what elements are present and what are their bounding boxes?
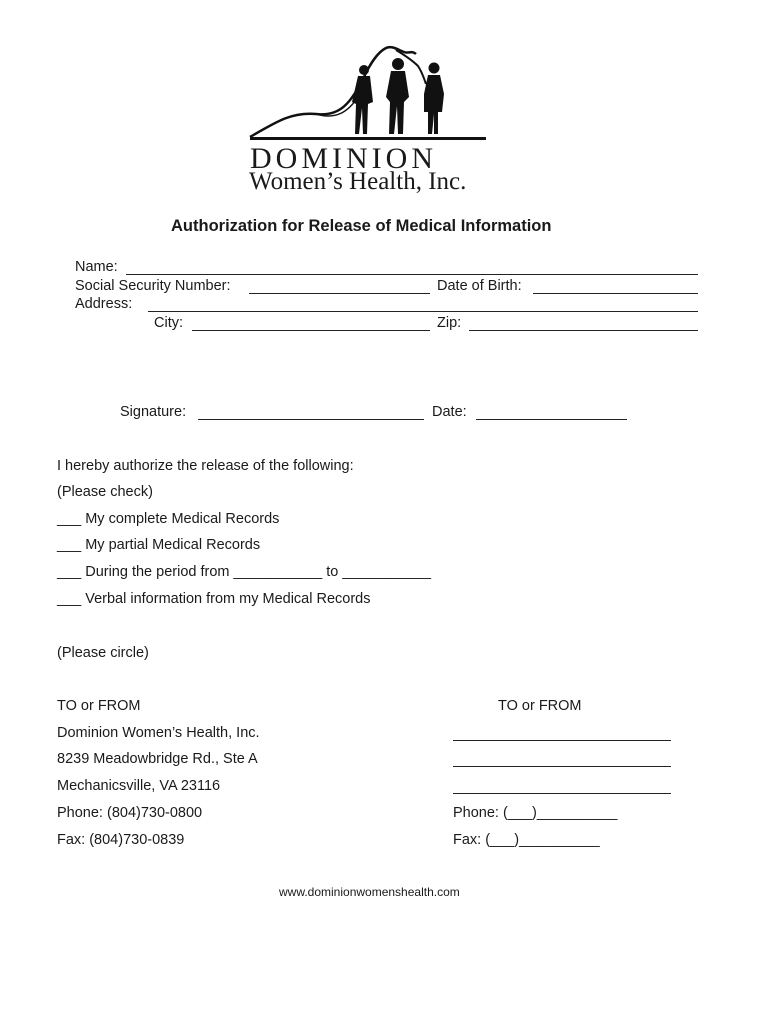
circle-instruction: (Please circle)	[57, 645, 149, 661]
page-title: Authorization for Release of Medical Information	[171, 217, 552, 235]
address-label: Address:	[75, 296, 133, 312]
city-field[interactable]	[192, 330, 430, 331]
logo-brand-name: DOMINION	[250, 142, 437, 175]
right-fax[interactable]: Fax: (___)__________	[453, 832, 600, 848]
option-period[interactable]: ___ During the period from ___________ to ___________	[57, 564, 432, 580]
check-instruction: (Please check)	[57, 484, 153, 500]
left-to-from[interactable]: TO or FROM	[57, 698, 141, 714]
option-partial-records[interactable]: ___ My partial Medical Records	[57, 537, 261, 553]
dob-field[interactable]	[533, 293, 698, 294]
right-street-field[interactable]	[453, 766, 671, 767]
right-city-field[interactable]	[453, 793, 671, 794]
signature-date-label: Date:	[432, 404, 467, 420]
ssn-field[interactable]	[249, 293, 430, 294]
left-street: 8239 Meadowbridge Rd., Ste A	[57, 751, 258, 767]
ssn-label: Social Security Number:	[75, 278, 231, 294]
name-label: Name:	[75, 259, 118, 275]
right-to-from[interactable]: TO or FROM	[498, 698, 582, 714]
left-org-name: Dominion Women’s Health, Inc.	[57, 725, 260, 741]
left-phone: Phone: (804)730-0800	[57, 805, 203, 821]
signature-date-field[interactable]	[476, 419, 627, 420]
option-verbal-info[interactable]: ___ Verbal information from my Medical Records	[57, 591, 371, 607]
signature-label: Signature:	[120, 404, 187, 420]
logo-brand-subtitle: Women’s Health, Inc.	[249, 168, 467, 195]
zip-label: Zip:	[437, 315, 462, 331]
option-complete-records[interactable]: ___ My complete Medical Records	[57, 511, 280, 527]
women-silhouette-icon	[246, 42, 491, 150]
name-field[interactable]	[126, 274, 698, 275]
dob-label: Date of Birth:	[437, 278, 522, 294]
city-label: City:	[154, 315, 183, 331]
right-phone[interactable]: Phone: (___)__________	[453, 805, 618, 821]
left-city-state: Mechanicsville, VA 23116	[57, 778, 221, 794]
left-fax: Fax: (804)730-0839	[57, 832, 185, 848]
company-logo	[246, 42, 491, 195]
right-org-field[interactable]	[453, 740, 671, 741]
footer-website: www.dominionwomenshealth.com	[279, 885, 460, 899]
address-field[interactable]	[148, 311, 698, 312]
signature-field[interactable]	[198, 419, 424, 420]
authorization-intro: I hereby authorize the release of the following:	[57, 458, 354, 474]
zip-field[interactable]	[469, 330, 698, 331]
